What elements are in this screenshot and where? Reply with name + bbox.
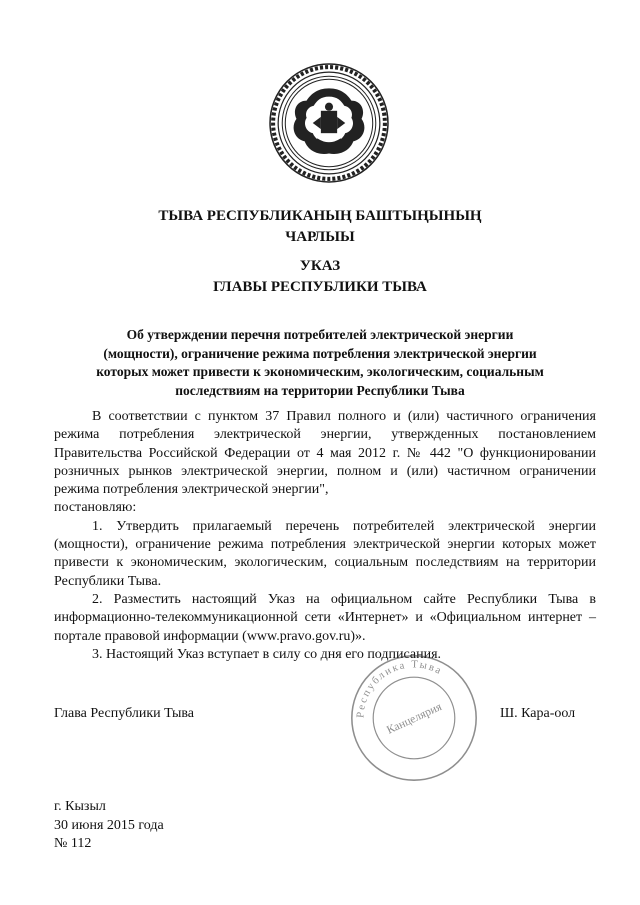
document-header — [0, 206, 640, 248]
document-subject — [0, 326, 640, 400]
header-title-line2: ЧАРЛЫЫ — [285, 229, 355, 245]
preamble-paragraph: В соответствии с пунктом 37 Правил полного и (или) частичного ограничения режима потребления электрической энергии, утвержденных постановлением Правительства Российской Федерации от 4 мая 2012 г. № 442 "О функционировании розничных рынков электрической энергии, полном и (или) частичном ограничении режима потребления электрической энергии", — [54, 409, 596, 498]
document-body — [54, 408, 596, 664]
header-title-line1: ТЫВА РЕСПУБЛИКАНЫҢ БАШТЫҢЫНЫҢ — [158, 208, 482, 224]
stamp-inner-text: Канцелярия — [384, 699, 444, 737]
item-2-paragraph: 2. Разместить настоящий Указ на официальном сайте Республики Тыва в информационно-телекоммуникационной сети «Интернет» и «Официальном интернет – портале правовой информации (www.pravo.gov.ru)». — [54, 591, 596, 644]
postanovlyayu-text: постановляю: — [54, 500, 137, 516]
official-seal-icon — [346, 650, 482, 786]
signatory-position: Глава Республики Тыва — [54, 706, 195, 721]
subject-line: которых может привести к экономическим, экологическим, социальным — [96, 364, 544, 379]
date-of-signing: 30 июня 2015 года — [54, 817, 164, 833]
subject-line: Об утверждении перечня потребителей электрической энергии — [126, 327, 514, 342]
subject-line: последствиям на территории Республики Тыва — [175, 382, 465, 398]
place-of-signing: г. Кызыл — [54, 799, 106, 814]
signatory-name: Ш. Кара-оол — [500, 706, 576, 721]
item-3-paragraph: 3. Настоящий Указ вступает в силу со дня его подписания. — [92, 646, 442, 662]
ukaz-subtitle: ГЛАВЫ РЕСПУБЛИКИ ТЫВА — [213, 279, 427, 295]
item-1-paragraph: 1. Утвердить прилагаемый перечень потребителей электрической энергии (мощности), ограничение режима потребления электрической энергии которых может привести к экономическим, экологическим, социальным последствиям на территории Республики Тыва. — [54, 518, 596, 589]
stamp-outer-text: Республика Тыва — [354, 658, 445, 719]
document-number: № 112 — [54, 836, 92, 851]
document-footer — [54, 798, 164, 854]
coat-of-arms-icon — [268, 62, 390, 184]
ukaz-title: УКАЗ — [299, 258, 341, 274]
ukaz-heading — [0, 256, 640, 298]
subject-line: (мощности), ограничение режима потребления электрической энергии — [103, 345, 537, 361]
